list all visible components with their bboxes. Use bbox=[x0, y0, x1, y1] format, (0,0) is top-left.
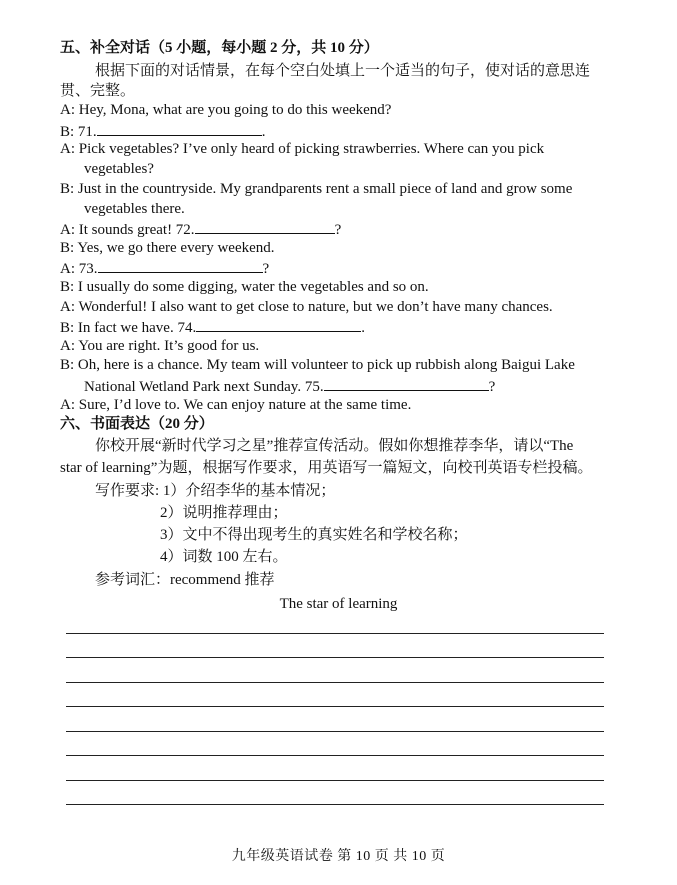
section-6-heading: 六、书面表达（20 分） bbox=[60, 416, 214, 432]
writing-line[interactable] bbox=[66, 804, 604, 805]
dialogue-suffix: ? bbox=[334, 222, 342, 238]
answer-blank-71[interactable] bbox=[97, 120, 262, 136]
writing-line[interactable] bbox=[66, 780, 604, 781]
writing-line[interactable] bbox=[66, 657, 604, 658]
dialogue-line: B: Yes, we go there every weekend. bbox=[60, 240, 275, 256]
dialogue-line: A: Wonderful! I also want to get close to nature, but we don’t have many chances. bbox=[60, 299, 553, 315]
dialogue-line-72 bbox=[60, 218, 341, 240]
dialogue-suffix: . bbox=[361, 320, 365, 336]
dialogue-line: B: Just in the countryside. My grandparents rent a small piece of land and grow some bbox=[60, 181, 573, 197]
dialogue-line-75 bbox=[84, 375, 495, 397]
dialogue-prefix: B: 71. bbox=[60, 124, 97, 140]
writing-line[interactable] bbox=[66, 706, 604, 707]
dialogue-prefix: A: It sounds great! 72. bbox=[60, 222, 195, 238]
requirement-item: 3）文中不得出现考生的真实姓名和学校名称； bbox=[160, 527, 468, 543]
answer-blank-74[interactable] bbox=[196, 316, 361, 332]
section-5-heading: 五、补全对话（5 小题，每小题 2 分，共 10 分） bbox=[60, 40, 379, 56]
writing-requirements: 写作要求: 1）介绍李华的基本情况； bbox=[95, 483, 336, 499]
dialogue-suffix: ? bbox=[262, 261, 270, 277]
page-footer: 九年级英语试卷 第 10 页 共 10 页 bbox=[231, 849, 446, 864]
dialogue-line: A: You are right. It’s good for us. bbox=[60, 338, 260, 354]
dialogue-prefix: B: In fact we have. 74. bbox=[60, 320, 197, 336]
dialogue-line-73 bbox=[60, 257, 269, 279]
dialogue-prefix: A: 73. bbox=[60, 261, 98, 277]
dialogue-suffix: . bbox=[261, 124, 266, 140]
dialogue-suffix: ? bbox=[488, 379, 496, 395]
dialogue-prefix: National Wetland Park next Sunday. 75. bbox=[84, 379, 324, 395]
dialogue-line: B: Oh, here is a chance. My team will volunteer to pick up rubbish along Baigui Lake bbox=[60, 357, 575, 373]
dialogue-line: A: Sure, I’d love to. We can enjoy nature at the same time. bbox=[60, 397, 412, 413]
dialogue-line: B: I usually do some digging, water the vegetables and so on. bbox=[60, 279, 429, 295]
requirement-item: 4）词数 100 左右。 bbox=[160, 549, 288, 565]
dialogue-line: A: Pick vegetables? I’ve only heard of picking strawberries. Where can you pick bbox=[60, 141, 545, 157]
essay-title: The star of learning bbox=[279, 596, 398, 612]
dialogue-line-74 bbox=[60, 316, 365, 338]
requirement-item: 2）说明推荐理由； bbox=[160, 505, 288, 521]
reference-vocabulary: 参考词汇：recommend 推荐 bbox=[95, 572, 275, 588]
dialogue-line: A: Hey, Mona, what are you going to do this weekend? bbox=[60, 102, 392, 118]
writing-line[interactable] bbox=[66, 731, 604, 732]
section-6-intro-cont: star of learning”为题，根据写作要求，用英语写一篇短文，向校刊英语专栏投稿。 bbox=[60, 460, 593, 476]
section-6-intro: 你校开展“新时代学习之星”推荐宣传活动。假如你想推荐李华，请以“The bbox=[95, 438, 574, 454]
dialogue-line-cont: vegetables? bbox=[84, 161, 154, 177]
answer-blank-73[interactable] bbox=[98, 257, 263, 273]
answer-blank-75[interactable] bbox=[324, 375, 489, 391]
writing-line[interactable] bbox=[66, 755, 604, 756]
answer-blank-72[interactable] bbox=[195, 218, 335, 234]
dialogue-line-cont: vegetables there. bbox=[84, 201, 185, 217]
writing-line[interactable] bbox=[66, 633, 604, 634]
section-5-instruction: 根据下面的对话情景，在每个空白处填上一个适当的句子，使对话的意思连 bbox=[95, 63, 591, 79]
section-5-instruction-cont: 贯、完整。 bbox=[60, 83, 136, 99]
writing-line[interactable] bbox=[66, 682, 604, 683]
